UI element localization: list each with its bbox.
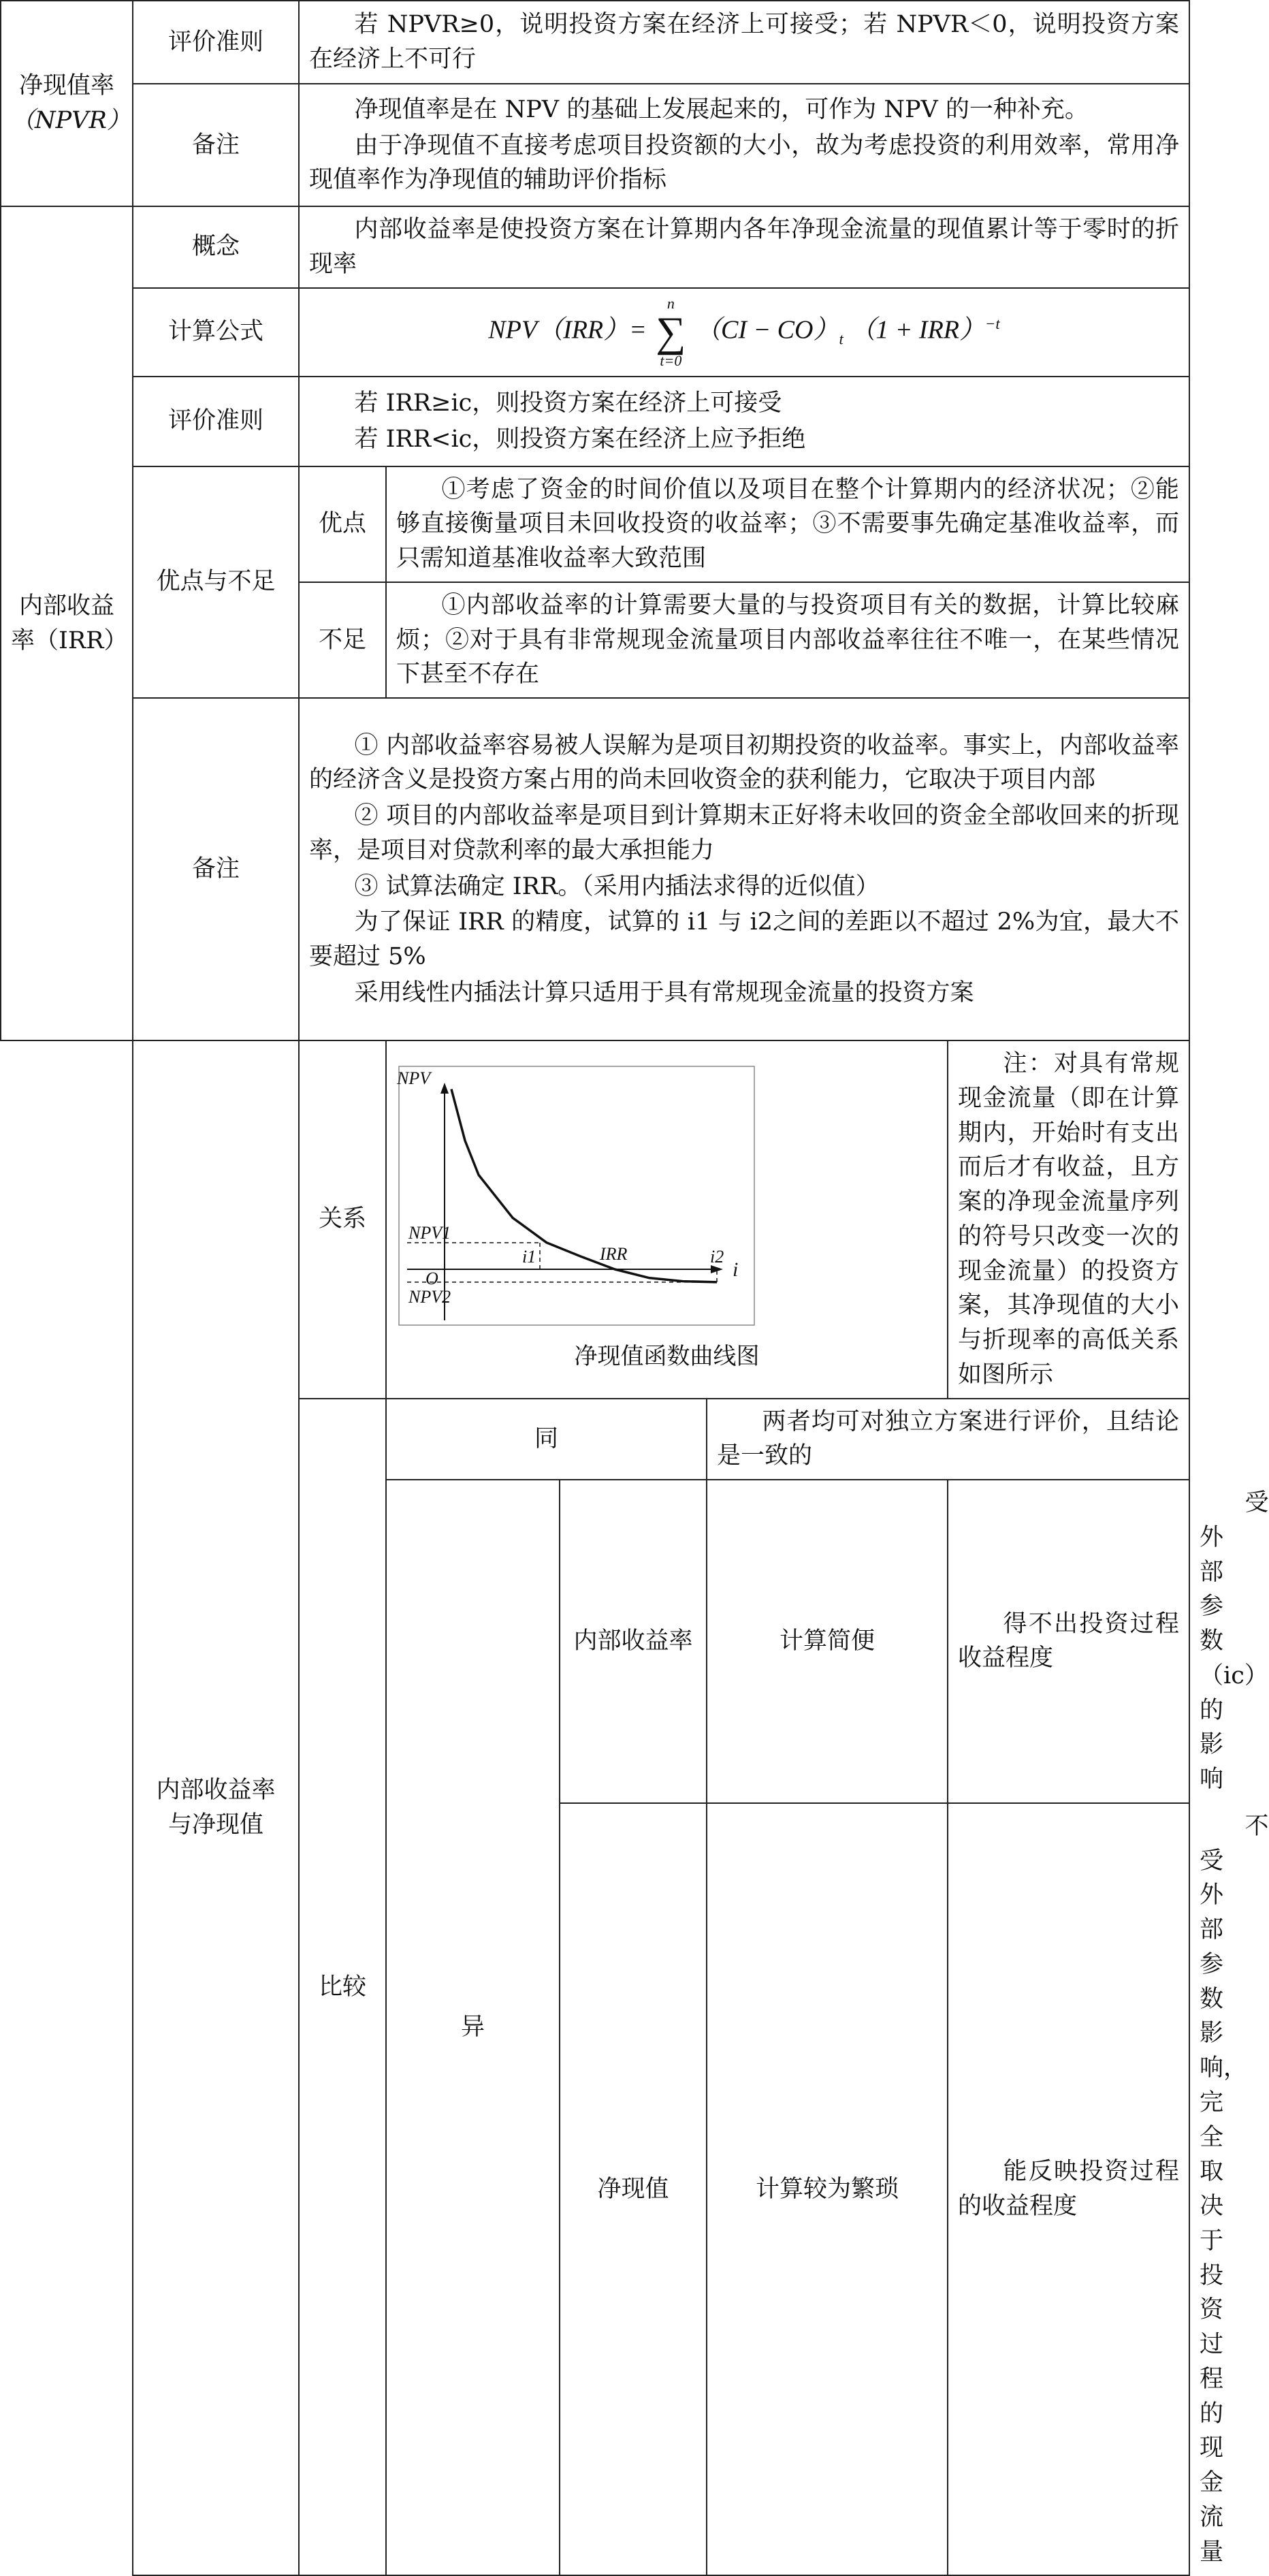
diff-irr-process: 得不出投资过程收益程度: [958, 1610, 1180, 1672]
sigma-icon: ∑: [656, 308, 686, 355]
irr-cons-text: ①内部收益率的计算需要大量的与投资项目有关的数据，计算比较麻烦；②对于具有非常规现金流量项目内部收益率往往不唯一，在某些情况下甚至不存在: [396, 591, 1180, 688]
sum-lower-limit: t=0: [660, 351, 682, 369]
irr-criteria-cell: [299, 377, 1189, 466]
irr-concept-cell: [299, 206, 1189, 288]
npv2-label: NPV2: [408, 1287, 451, 1307]
diff-npv-calc: 计算较为繁琐: [707, 1803, 948, 2576]
relation-section-label: [133, 1040, 299, 2575]
npvr-criteria-cell: [299, 1, 1189, 84]
chart-caption: 净现值函数曲线图: [574, 1342, 760, 1370]
npv1-label: NPV1: [408, 1223, 451, 1243]
irr-proscons-label: 优点与不足: [133, 466, 299, 699]
irr-pros-label: 优点: [299, 466, 386, 582]
irr-cons-label: 不足: [299, 582, 386, 698]
irr-pros-text: ①考虑了资金的时间价值以及项目在整个计算期内的经济状况；②能够直接衡量项目未回收投资的收益率；③不需要事先确定基准收益率，而只需知道基准收益率大致范围: [396, 475, 1180, 572]
npvr-section-label: [1, 1, 133, 206]
npvr-label-line1: 净现值率: [18, 72, 114, 100]
npv-function-chart: [393, 1065, 761, 1327]
y-axis-arrow-icon: [440, 1083, 449, 1094]
irr-section-label: [1, 206, 133, 1040]
npvr-criteria-text: 若 NPVR≥0，说明投资方案在经济上可接受；若 NPVR＜0，说明投资方案在经济上不可行: [309, 11, 1180, 73]
npvr-remark-p2: 由于净现值不直接考虑项目投资额的大小，故为考虑投资的利用效率，常用净现值率作为净现值的辅助评价指标: [309, 131, 1180, 194]
irr-cons-cell: [386, 582, 1189, 698]
npvr-remark-cell: [299, 84, 1189, 206]
chart-note-cell: [948, 1040, 1189, 1399]
irr-remark-label: 备注: [133, 698, 299, 1040]
summation-sign: [656, 296, 686, 368]
diff-npv-process-cell: [948, 1803, 1189, 2576]
formula-exponent: −t: [985, 315, 1000, 332]
formula-factor: （1 + IRR）: [850, 315, 986, 345]
diff-irr-name: 内部收益率: [560, 1480, 707, 1803]
relation-label-line2: 与净现值: [167, 1811, 263, 1839]
same-cell: [707, 1399, 1189, 1480]
irr-label-line2: 率（IRR）: [11, 626, 128, 654]
formula-t-sub: t: [839, 330, 844, 347]
irr-formula-label: 计算公式: [133, 288, 299, 377]
npvr-criteria-label: 评价准则: [133, 1, 299, 84]
relation-label: 关系: [299, 1040, 386, 1399]
irr-criteria-p1: 若 IRR≥ic，则投资方案在经济上可接受: [354, 389, 782, 417]
chart-layer: [396, 1068, 738, 1320]
irr-remark-p3: ③ 试算法确定 IRR。（采用内插法求得的近似值）: [354, 872, 880, 900]
irr-label-line1: 内部收益: [18, 592, 114, 620]
irr-remark-p1: ① 内部收益率容易被人误解为是项目初期投资的收益率。事实上，内部收益率的经济含义是投资方案占用的尚未回收资金的获利能力，它取决于项目内部: [309, 731, 1180, 794]
irr-pros-cell: [386, 466, 1189, 582]
relation-label-line1: 内部收益率: [156, 1777, 276, 1804]
irr-remark-p5: 采用线性内插法计算只适用于具有常规现金流量的投资方案: [354, 979, 974, 1006]
origin-label: O: [425, 1269, 438, 1289]
diff-label: 异: [386, 1480, 560, 2575]
diff-npv-name: 净现值: [560, 1803, 707, 2576]
irr-remark-p2: ② 项目的内部收益率是项目到计算期末正好将未收回的资金全部收回来的折现率，是项目对贷款利率的最大承担能力: [309, 802, 1180, 864]
i1-label: i1: [522, 1247, 536, 1267]
diff-irr-calc: 计算简便: [707, 1480, 948, 1803]
irr-concept-text: 内部收益率是使投资方案在计算期内各年净现金流量的现值累计等于零时的折现率: [309, 216, 1180, 278]
diff-irr-process-cell: [948, 1480, 1189, 1803]
irr-remark-cell: [299, 698, 1189, 1040]
irr-criteria-p2: 若 IRR<ic，则投资方案在经济上应予拒绝: [354, 425, 806, 453]
irr-summary-table: 净现值率 （NPVR） 评价准则 若 NPVR≥0，说明投资方案在经济上可接受；若 NPVR＜0，说明投资方案在经济上不可行 备注 净现值率是在 NPV 的基础上发展起来的，可作为 NPV 的一种补充。 由于净现值不直接考虑项目投资额的大小，故为考虑投资的利用效率，常用净现值率作为净现值的辅助评价指标 内部收益 率（IRR） 概念 内部收益率是使投资方案在计算期内各年净现金流量的现值累计等于零时的折现率 计算公式 NPV（IRR）= n ∑ t=0 $(CI - CO)_t$ （1 + IRR）$^{-t}$ 评价准则 若 IRR≥ic，则投资方案在经济上可接受 若 IRR<ic，则投资方案在经济上应予拒绝 优点与不足 优点 ①考虑了资金的时间价值以及项目在整个计算期内的经济状况；②能够直接衡量项目未回收投资的收益率；③不需要事先确定基准收益率，而只需知道基准收益率大致范围 不足 ①内部收益率的计算需要大量的与投资项目有关的数据，计算比较麻烦；②对于具有非常规现金流量项目内部收益率往往不唯一，在某些情况下甚至不存在 备注 ① 内部收益率容易被人误解为是项目初期投资的收益率。事实上，内部收益率的经济含义是投资方案占用的尚未回收资金的获利能力，它取决于项目内部 ② 项目的内部收益率是项目到计算期末正好将未收回的资金全部收回来的折现率，是项目对贷款利率的最大承担能力 ③ 试算法确定 IRR。（采用内插法求得的近似值） 为了保证 IRR 的精度，试算的 i1 与 i2之间的差距以不超过 2%为宜，最大不要超过 5% 采用线性内插法计算只适用于具有常规现金流量的投资方案 内部收益率 与净现值 关系 NPV i O NPV1 NPV2 i1 IRR i2 净现值函数曲线图 注：对具有常规现金流量（即在计算期内，开始时有支出而后才有收益，且方案的净现金流量序列的符号只改变一次的现金流量）的投资方案，其净现值的大小与折现率的高低关系如图所示 比较 同 两者均可对独立方案进行评价，且结论是一致的 异 内部收益率 计算简便 得不出投资过程收益程度 受外部参数（ic）的影响 净现值 计算较为繁琐 能反映投资过程的收益程度 不受外部参数影响，完全取决于投资过程的现金流量: [0, 0, 1190, 2576]
irr-section-label-continued: [1, 1040, 133, 2575]
i2-label: i2: [710, 1247, 724, 1267]
irr-formula: [309, 296, 1179, 368]
npvr-label-line2: （NPVR）: [11, 107, 131, 134]
irr-concept-label: 概念: [133, 206, 299, 288]
npvr-remark-label: 备注: [133, 84, 299, 206]
diff-npv-process: 能反映投资过程的收益程度: [958, 2158, 1180, 2220]
x-axis-label: i: [733, 1258, 739, 1282]
compare-label: 比较: [299, 1399, 386, 2576]
same-label: 同: [386, 1399, 707, 1480]
irr-formula-cell: [299, 288, 1189, 377]
formula-body: （CI − CO）: [695, 315, 839, 345]
chart-cell: [386, 1040, 948, 1399]
irr-criteria-label: 评价准则: [133, 377, 299, 466]
npv-curve: [451, 1090, 717, 1283]
irr-label: IRR: [600, 1244, 628, 1265]
chart-note: 注：对具有常规现金流量（即在计算期内，开始时有支出而后才有收益，且方案的净现金流量序列的符号只改变一次的现金流量）的投资方案，其净现值的大小与折现率的高低关系如图所示: [958, 1050, 1180, 1388]
sum-upper-limit: n: [666, 294, 675, 312]
npvr-remark-p1: 净现值率是在 NPV 的基础上发展起来的，可作为 NPV 的一种补充。: [354, 95, 1089, 123]
y-axis-label: NPV: [397, 1068, 431, 1089]
chart-frame: [399, 1066, 754, 1325]
irr-remark-p4: 为了保证 IRR 的精度，试算的 i1 与 i2之间的差距以不超过 2%为宜，最大不要超过 5%: [309, 908, 1180, 970]
formula-lhs: NPV（IRR）=: [488, 315, 647, 345]
same-text: 两者均可对独立方案进行评价，且结论是一致的: [717, 1408, 1180, 1470]
